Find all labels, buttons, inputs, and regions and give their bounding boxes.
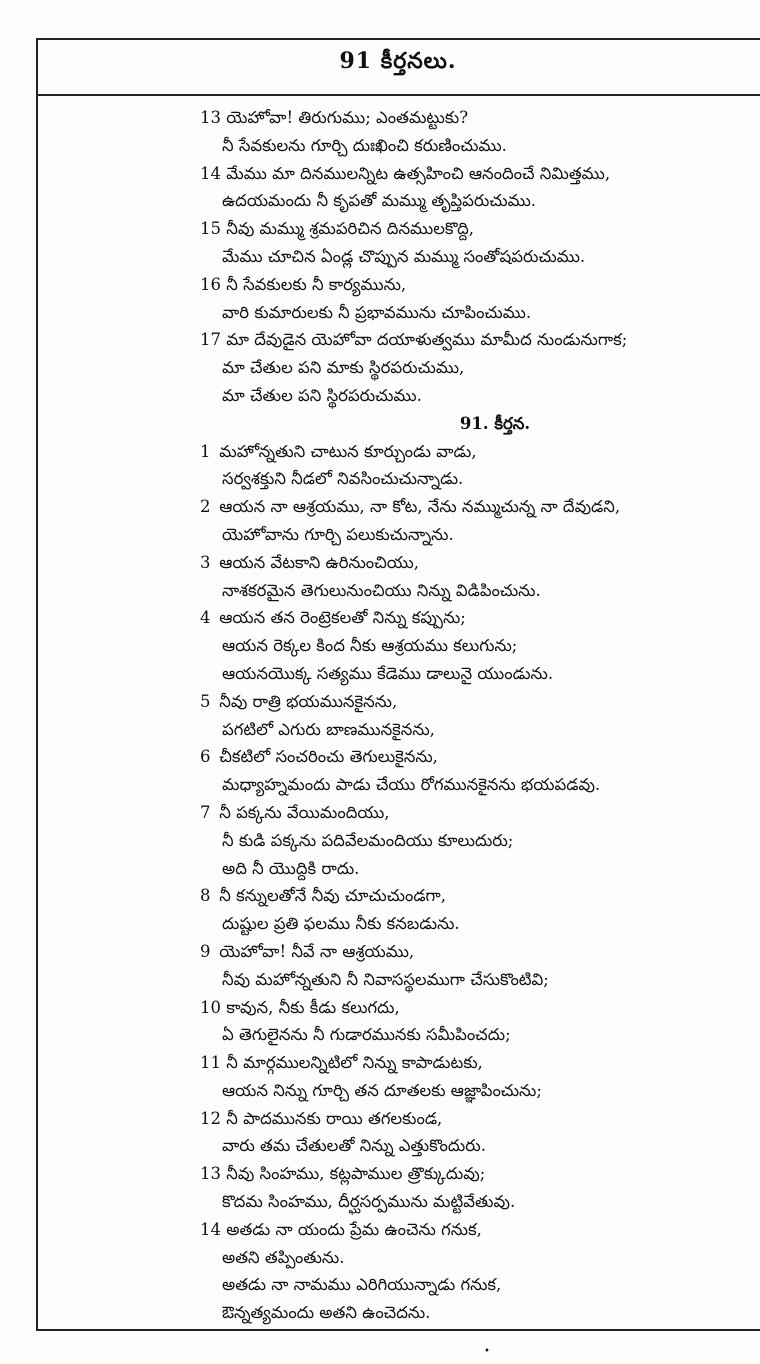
verse-number: 10 — [200, 997, 221, 1017]
line-text: మా దేవుడైన యెహోవా దయాళుత్వము మామీద నుండునుగాక; — [226, 330, 628, 350]
line-text: ఆయన తన రెంట్రెకలతో నిన్ను కప్పును; — [219, 608, 466, 628]
verse-line — [200, 104, 750, 132]
verse-line — [200, 1160, 750, 1188]
verse-line — [200, 160, 750, 188]
line-text: పగటిలో ఎగురు బాణమునకైనను, — [222, 719, 435, 739]
print-dot: • — [484, 1346, 490, 1357]
line-text: సర్వశక్తుని నీడలో నివసించుచున్నాడు. — [222, 469, 464, 489]
verse-line — [200, 604, 750, 632]
line-text: నీ సేవకులకు నీ కార్యమును, — [226, 274, 407, 294]
line-text: ఆయనయొక్క సత్యము కేడెము డాలునై యుండును. — [222, 663, 554, 683]
verse-continuation — [200, 771, 750, 799]
verse-line — [200, 743, 750, 771]
verse-number: 13 — [200, 1164, 221, 1184]
line-text: ఆయన రెక్కల కింద నీకు ఆశ్రయము కలుగును; — [222, 636, 518, 656]
section-heading — [200, 410, 750, 438]
verse-number: 8 — [200, 886, 211, 906]
line-text: కావున, నీకు కీడు కలుగదు, — [226, 997, 400, 1017]
line-text: ఆయన నా ఆశ్రయము, నా కోట, నేను నమ్ముచున్న నా దేవుడని, — [219, 497, 621, 517]
verse-continuation — [200, 1132, 750, 1160]
verse-continuation — [200, 827, 750, 855]
verse-number: 4 — [200, 608, 211, 628]
line-text: దుష్టుల ప్రతి ఫలము నీకు కనబడును. — [222, 914, 460, 934]
bottom-rule — [36, 1329, 760, 1331]
verse-continuation — [200, 1021, 750, 1049]
line-text: కొదమ సింహము, దీర్ఘసర్పమును మట్టివేతువు. — [222, 1192, 516, 1212]
line-text: మా చేతుల పని స్థిరపరుచుము. — [222, 385, 422, 405]
verse-number: 2 — [200, 497, 211, 517]
line-text: యెహోవా! తిరుగుము; ఎంతమట్టుకు? — [226, 108, 469, 127]
line-text: నీ కుడి పక్కను పదివేలమందియు కూలుదురు; — [222, 830, 514, 850]
verse-continuation — [200, 521, 750, 549]
line-text: నాశకరమైన తెగులునుంచియు నిన్ను విడిపించును. — [222, 580, 541, 600]
verse-number: 12 — [200, 1108, 221, 1128]
line-text: యెహోవాను గూర్చి పలుకుచున్నాను. — [222, 524, 454, 544]
verse-continuation — [200, 187, 750, 215]
line-text: అతడు నా యందు ప్రేమ ఉంచెను గనుక, — [226, 1219, 482, 1239]
line-text: మా చేతుల పని మాకు స్థిరపరుచుము, — [222, 358, 465, 378]
verse-line — [200, 549, 750, 577]
verse-number: 17 — [200, 330, 221, 350]
verse-continuation — [200, 132, 750, 160]
line-text: నీ మార్గములన్నిటిలో నిన్ను కాపాడుటకు, — [226, 1053, 483, 1073]
line-text: మేము చూచిన ఏండ్ల చొప్పున మమ్ము సంతోషపరుచుము. — [222, 246, 586, 266]
line-text: ఉదయమందు నీ కృపతో మమ్ము తృప్తిపరుచుము. — [222, 191, 537, 211]
verse-line — [200, 438, 750, 466]
verse-number: 14 — [200, 163, 221, 183]
verse-line — [200, 271, 750, 299]
verse-continuation — [200, 299, 750, 327]
line-text: నీవు మహోన్నతుని నీ నివాసస్థలముగా చేసుకొంటివి; — [222, 969, 549, 989]
line-text: మహోన్నతుని చాటున కూర్చుండు వాడు, — [219, 441, 477, 461]
verse-line — [200, 994, 750, 1022]
top-rule — [36, 38, 760, 40]
line-text: ఏ తెగులైనను నీ గుడారమునకు సమీపించదు; — [222, 1025, 511, 1045]
verse-continuation — [200, 1188, 750, 1216]
verse-continuation — [200, 660, 750, 688]
verse-number: 16 — [200, 274, 221, 294]
line-text: చీకటిలో సంచరించు తెగులుకైనను, — [219, 747, 438, 767]
line-text: నీవు మమ్ము శ్రమపరిచిన దినములకొద్ది, — [226, 219, 474, 239]
verse-number: 5 — [200, 691, 211, 711]
line-text: యెహోవా! నీవే నా ఆశ్రయము, — [219, 941, 415, 961]
verse-continuation — [200, 243, 750, 271]
verse-continuation — [200, 716, 750, 744]
line-text: నీ పాదమునకు రాయి తగలకుండ, — [226, 1108, 443, 1128]
line-text: నీవు సింహము, కట్లపాముల త్రొక్కుదువు; — [226, 1164, 486, 1184]
verse-number: 1 — [200, 441, 211, 461]
verse-line — [200, 688, 750, 716]
verse-continuation — [200, 1077, 750, 1105]
verse-continuation — [200, 577, 750, 605]
verse-line — [200, 493, 750, 521]
verse-line — [200, 215, 750, 243]
verse-number: 3 — [200, 552, 211, 572]
line-text: వారు తమ చేతులతో నిన్ను ఎత్తుకొందురు. — [222, 1136, 486, 1156]
verse-continuation — [200, 1244, 750, 1272]
verse-continuation — [200, 966, 750, 994]
verse-number: 11 — [200, 1053, 221, 1073]
verse-line — [200, 1105, 750, 1133]
verse-line — [200, 1216, 750, 1244]
line-text: అది నీ యొద్దికి రాదు. — [222, 858, 360, 878]
line-text: నీవు రాత్రి భయమునకైనను, — [219, 691, 398, 711]
line-text: అతని తప్పింతును. — [222, 1247, 345, 1267]
verse-number: 15 — [200, 219, 221, 239]
verse-continuation — [200, 910, 750, 938]
line-text: అతడు నా నామము ఎరిగియున్నాడు గనుక, — [222, 1275, 502, 1295]
line-text: వారి కుమారులకు నీ ప్రభావమును చూపించుము. — [222, 302, 532, 322]
verse-number: 7 — [200, 802, 211, 822]
header-rule — [36, 94, 760, 96]
psalm-text — [200, 104, 750, 1327]
verse-continuation — [200, 465, 750, 493]
verse-continuation — [200, 855, 750, 883]
verse-number: 13 — [200, 108, 221, 127]
page-header: 91 కీర్తనలు. — [339, 48, 457, 74]
line-text: ఔన్నత్యమందు అతని ఉంచెదను. — [222, 1303, 431, 1323]
verse-line — [200, 1049, 750, 1077]
line-text: నీ కన్నులతోనే నీవు చూచుచుండగా, — [219, 886, 446, 906]
line-text: 91. కీర్తన. — [459, 413, 531, 433]
verse-continuation — [200, 1299, 750, 1327]
line-text: నీ సేవకులను గూర్చి దుఃఖించి కరుణించుము. — [222, 135, 507, 155]
line-text: మేము మా దినములన్నిట ఉత్సహించి ఆనందించే నిమిత్తము, — [226, 163, 611, 183]
line-text: ఆయన వేటకాని ఉరినుంచియు, — [219, 552, 419, 572]
verse-line — [200, 882, 750, 910]
verse-continuation — [200, 1271, 750, 1299]
verse-continuation — [200, 354, 750, 382]
verse-line — [200, 799, 750, 827]
verse-number: 14 — [200, 1219, 221, 1239]
verse-number: 6 — [200, 747, 211, 767]
verse-number: 9 — [200, 941, 211, 961]
line-text: ఆయన నిన్ను గూర్చి తన దూతలకు ఆజ్ఞాపించును; — [222, 1080, 542, 1100]
line-text: నీ పక్కను వేయిమందియు, — [219, 802, 390, 822]
verse-continuation — [200, 382, 750, 410]
verse-continuation — [200, 632, 750, 660]
verse-line — [200, 938, 750, 966]
verse-line — [200, 326, 750, 354]
line-text: మధ్యాహ్నమందు పాడు చేయు రోగమునకైనను భయపడవు. — [222, 775, 601, 795]
